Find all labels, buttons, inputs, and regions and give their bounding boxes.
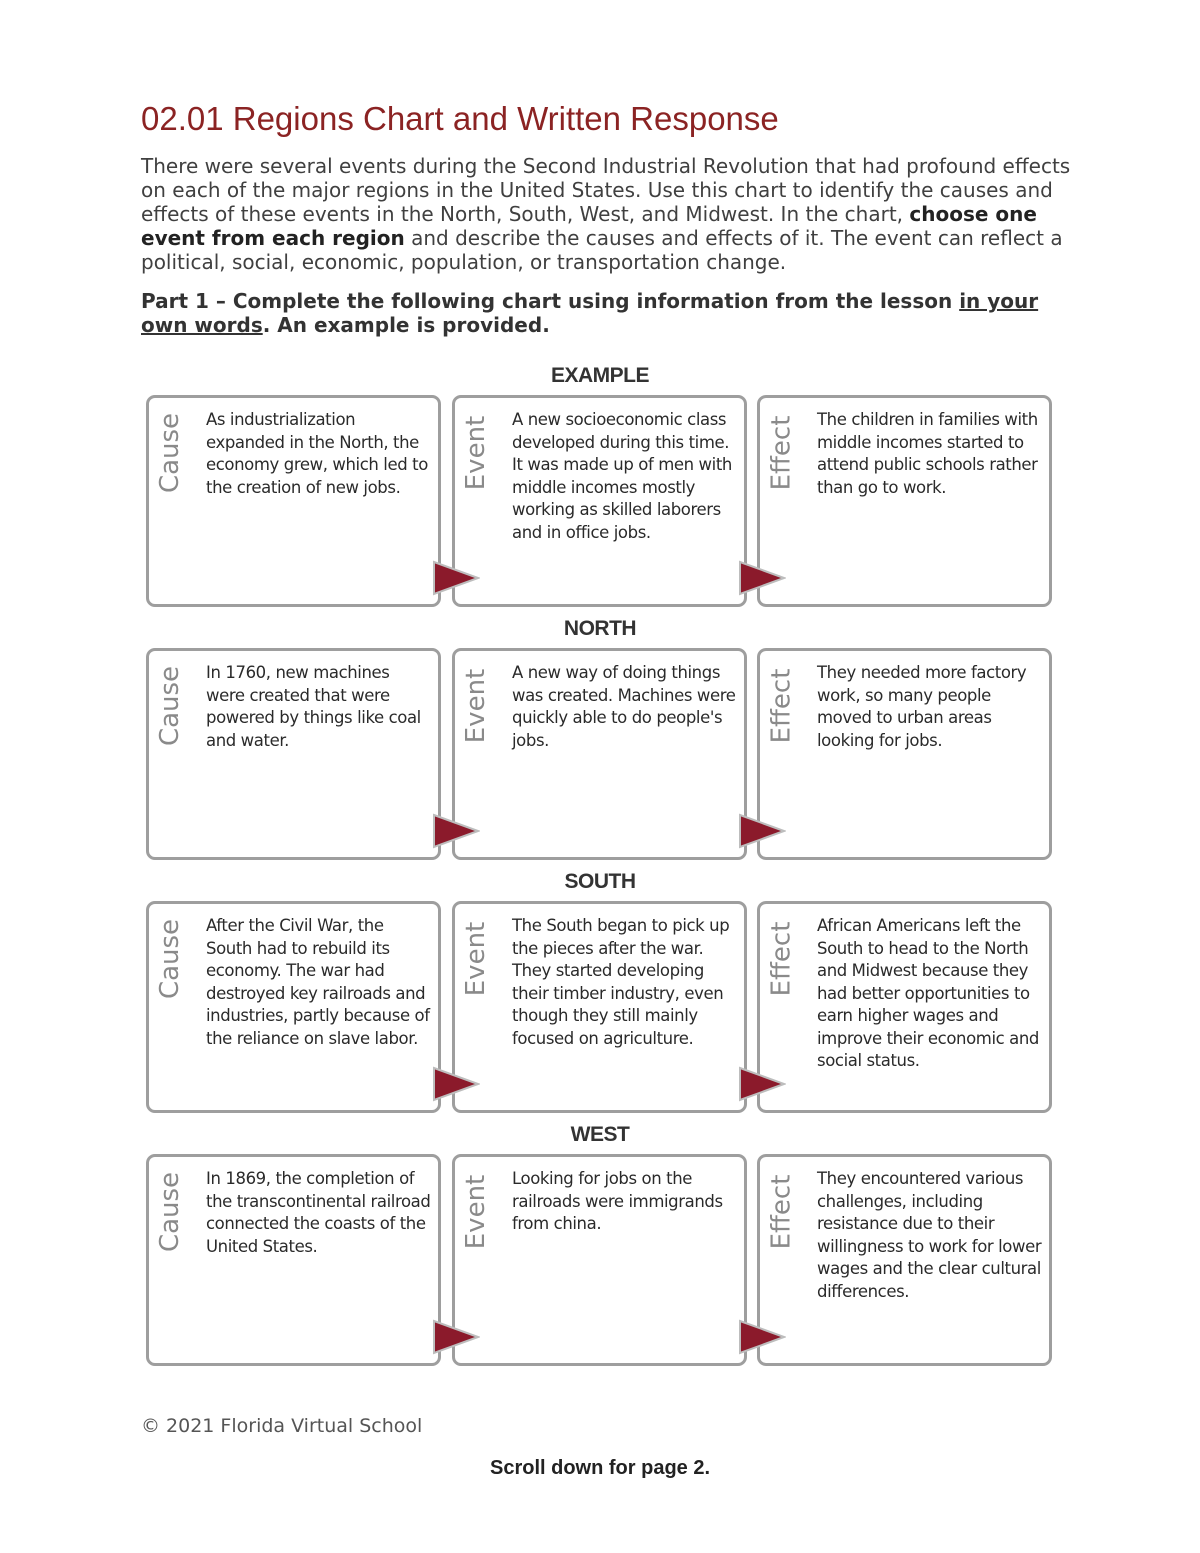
north-cause-box [146,648,441,860]
part1-underlined: in your own words [141,289,1039,337]
north-cause-text: In 1760, new machines were created that were powered by things like coal and water. [206,663,421,750]
north-effect-text: They needed more factory work, so many people moved to urban areas looking for jobs. [817,663,1027,750]
example-event-text: A new socioeconomic class developed during this time. It was made up of men with middle incomes mostly working as skilled laborers and in office jobs. [512,410,732,542]
arrow-right-icon [736,560,786,596]
south-effect-box [757,901,1052,1113]
cause-side-label: Cause [155,918,186,1000]
intro-text-2: and describe the causes and effects of it. The event can reflect a political, social, economic, population, or transportation change. [141,226,1063,274]
intro-paragraph [141,154,1071,274]
west-cause-text: In 1869, the completion of the transcontinental railroad connected the coasts of the United States. [206,1169,431,1256]
arrow-right-icon [430,1066,480,1102]
event-side-label: Event [461,1174,492,1250]
event-side-label: Event [461,415,492,491]
example-effect-box [757,395,1052,607]
page-title: 02.01 Regions Chart and Written Response [141,100,779,137]
south-event-text: The South began to pick up the pieces after the war. They started developing their timber industry, even though they still mainly focused on agriculture. [512,916,730,1048]
arrow-right-icon [736,1319,786,1355]
part1-text-2: . An example is provided. [262,313,550,337]
example-cause-text: As industrialization expanded in the North, the economy grew, which led to the creation of new jobs. [206,410,428,497]
part1-instructions [141,289,1071,337]
section-label-south: SOUTH [564,870,636,893]
effect-side-label: Effect [766,415,797,491]
example-event-box [452,395,747,607]
copyright-footer: © 2021 Florida Virtual School [141,1415,423,1437]
west-cause-box [146,1154,441,1366]
example-cause-box [146,395,441,607]
event-side-label: Event [461,668,492,744]
arrow-right-icon [430,813,480,849]
event-side-label: Event [461,921,492,997]
effect-side-label: Effect [766,1174,797,1250]
intro-text-1: There were several events during the Second Industrial Revolution that had profound effects on each of the major regions in the United States. Use this chart to identify the causes and effects of these events in the North, South, West, and Midwest. In the chart, [141,154,1071,226]
cause-side-label: Cause [155,1171,186,1253]
south-event-box [452,901,747,1113]
cause-side-label: Cause [155,665,186,747]
west-effect-text: They encountered various challenges, including resistance due to their willingness to work for lower wages and the clear cultural differences. [817,1169,1042,1301]
effect-side-label: Effect [766,921,797,997]
west-effect-box [757,1154,1052,1366]
west-event-box [452,1154,747,1366]
example-effect-text: The children in families with middle incomes started to attend public schools rather than go to work. [817,410,1038,497]
south-cause-box [146,901,441,1113]
north-effect-box [757,648,1052,860]
south-effect-text: African Americans left the South to head to the North and Midwest because they had better opportunities to earn higher wages and improve their economic and social status. [817,916,1039,1070]
cause-side-label: Cause [155,412,186,494]
arrow-right-icon [736,813,786,849]
section-label-example: EXAMPLE [550,364,649,387]
arrow-right-icon [430,1319,480,1355]
scroll-note: Scroll down for page 2. [489,1457,711,1479]
arrow-right-icon [430,560,480,596]
intro-bold: choose one event from each region [141,202,1037,250]
part1-text-1: Part 1 – Complete the following chart using information from the lesson [141,289,960,313]
section-label-north: NORTH [563,617,637,640]
south-cause-text: After the Civil War, the South had to rebuild its economy. The war had destroyed key railroads and industries, partly because of the reliance on slave labor. [206,916,430,1048]
north-event-text: A new way of doing things was created. Machines were quickly able to do people's jobs. [512,663,736,750]
section-label-west: WEST [570,1123,630,1146]
effect-side-label: Effect [766,668,797,744]
north-event-box [452,648,747,860]
west-event-text: Looking for jobs on the railroads were immigrands from china. [512,1169,723,1233]
arrow-right-icon [736,1066,786,1102]
